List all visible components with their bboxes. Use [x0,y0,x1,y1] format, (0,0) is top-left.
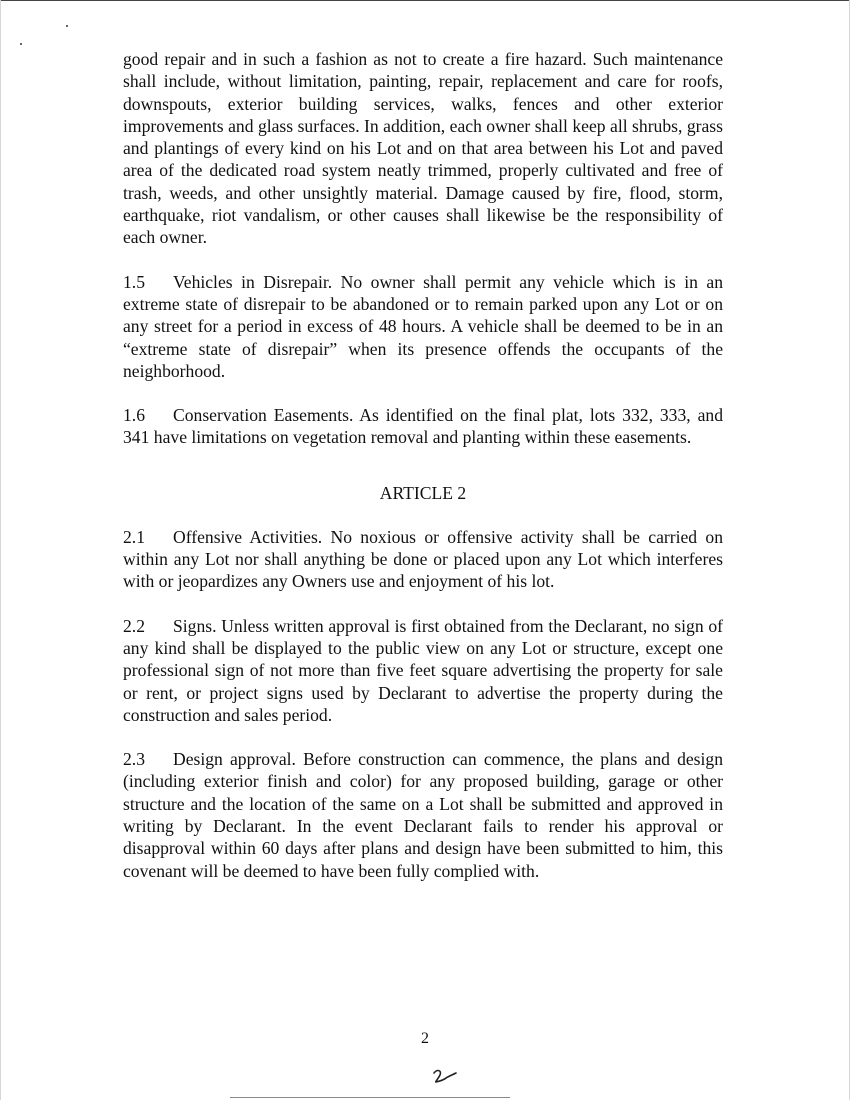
section-number: 2.3 [123,749,145,770]
section-text: Conservation Easements. As identified on the final plat, lots 332, 333, and 341 have limitations on vegetation removal and planting within these easements. [123,405,723,448]
scan-edge-top [0,0,850,1]
section-number: 2.1 [123,526,145,547]
section-1-6 [123,404,723,449]
section-2-3 [123,748,723,882]
section-2-2 [123,615,723,726]
page-number: 2 [421,1030,429,1047]
scan-speck [20,43,22,45]
document-body [123,48,723,904]
scan-edge-left [0,0,1,1100]
scan-speck [66,25,68,27]
section-text: Offensive Activities. No noxious or offensive activity shall be carried on within any Lot nor shall anything be done or placed upon any Lot which interferes with or jeopardizes any Owners use and enjoyment of his lot. [123,526,723,592]
section-number: 1.6 [123,405,145,426]
section-1-5 [123,271,723,382]
article-heading: ARTICLE 2 [379,482,467,503]
section-2-1 [123,526,723,593]
section-text: Design approval. Before construction can commence, the plans and design (including exterior finish and color) for any proposed building, garage or other structure and the location of the same on a Lot shall be submitted and approved in writing by Declarant. In the event Declarant fails to render his approval or disapproval within 60 days after plans and design have been submitted to him, this covenant will be deemed to have been fully complied with. [123,749,723,881]
section-number: 1.5 [123,271,145,292]
handwritten-page-mark [432,1068,458,1084]
section-number: 2.2 [123,615,145,636]
section-text: Vehicles in Disrepair. No owner shall permit any vehicle which is in an extreme state of disrepair to be abandoned or to remain parked upon any Lot or on any street for a period in excess of 48 hours. A vehicle shall be deemed to be in an “extreme state of disrepair” when its presence offends the occupants of the neighborhood. [123,271,723,381]
paragraph-text: good repair and in such a fashion as not to create a fire hazard. Such maintenance shall include, without limitation, painting, repair, replacement and care for roofs, downspouts, exterior building services, walks, fences and other exterior improvements and glass surfaces. In addition, each owner shall keep all shrubs, grass and plantings of every kind on his Lot and on that area between his Lot and paved area of the dedicated road system neatly trimmed, properly cultivated and free of trash, weeds, and other unsightly material. Damage caused by fire, flood, storm, earthquake, riot vandalism, or other causes shall likewise be the responsibility of each owner. [123,49,723,248]
paragraph-continued [123,48,723,249]
section-text: Signs. Unless written approval is first obtained from the Declarant, no sign of any kind shall be displayed to the public view on any Lot or structure, except one professional sign of not more than five feet square advertising the property for sale or rent, or project signs used by Declarant to advertise the property during the construction and sales period. [123,615,723,725]
scan-edge-bottom [230,1097,510,1098]
